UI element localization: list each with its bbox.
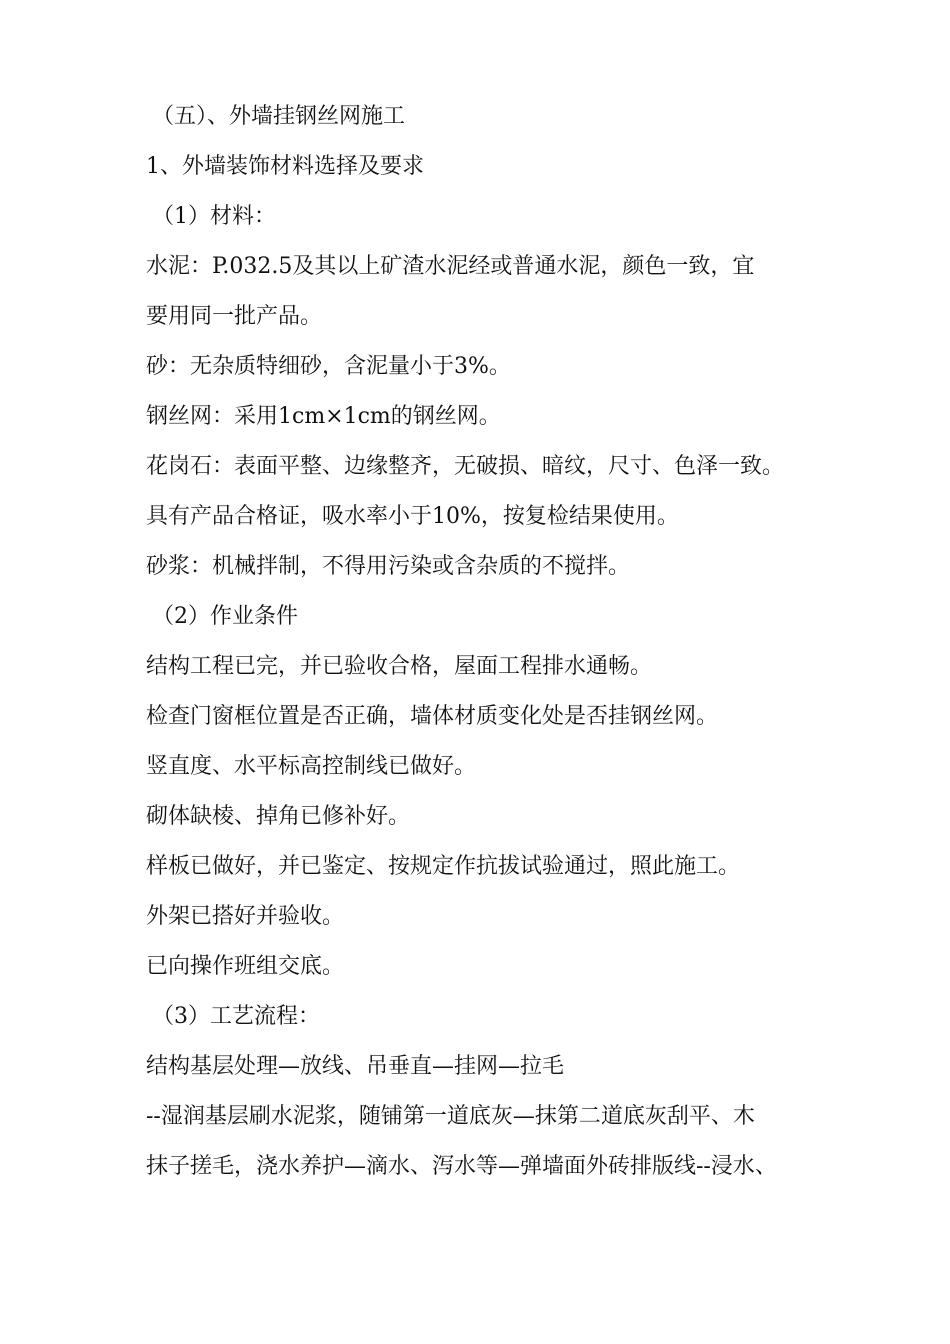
paragraph-line: 具有产品合格证，吸水率小于10%，按复检结果使用。 [146, 504, 679, 529]
paragraph-line: 竖直度、水平标高控制线已做好。 [146, 754, 477, 779]
item-heading-conditions: （2）作业条件 [152, 604, 298, 629]
section-heading-5: （五）、外墙挂钢丝网施工 [152, 104, 406, 129]
paragraph-line: 要用同一批产品。 [146, 304, 323, 329]
paragraph-line: 抹子搓毛，浇水养护—滴水、泻水等—弹墙面外砖排版线--浸水、 [146, 1154, 777, 1179]
paragraph-line: 砂浆：机械拌制，不得用污染或含杂质的不搅拌。 [146, 554, 631, 579]
paragraph-line: 花岗石：表面平整、边缘整齐，无破损、暗纹，尺寸、色泽一致。 [146, 454, 785, 479]
paragraph-line: 检查门窗框位置是否正确，墙体材质变化处是否挂钢丝网。 [146, 704, 719, 729]
paragraph-line: 已向操作班组交底。 [146, 954, 345, 979]
paragraph-line: 砂：无杂质特细砂，含泥量小于3%。 [146, 354, 511, 379]
paragraph-line: --湿润基层刷水泥浆，随铺第一道底灰—抹第二道底灰刮平、木 [146, 1104, 755, 1129]
paragraph-line: 结构基层处理—放线、吊垂直—挂网—拉毛 [146, 1054, 565, 1079]
paragraph-line: 水泥：P.032.5及其以上矿渣水泥经或普通水泥，颜色一致，宜 [146, 254, 755, 279]
item-heading-materials: （1）材料： [152, 204, 276, 229]
paragraph-line: 外架已搭好并验收。 [146, 904, 345, 929]
paragraph-line: 钢丝网：采用1cm×1cm的钢丝网。 [146, 404, 501, 429]
item-heading-process: （3）工艺流程： [152, 1004, 320, 1029]
paragraph-line: 结构工程已完，并已验收合格，屋面工程排水通畅。 [146, 654, 653, 679]
subsection-heading-1: 1、外墙装饰材料选择及要求 [146, 154, 424, 179]
paragraph-line: 砌体缺棱、掉角已修补好。 [146, 804, 411, 829]
paragraph-line: 样板已做好，并已鉴定、按规定作抗拔试验通过，照此施工。 [146, 854, 741, 879]
